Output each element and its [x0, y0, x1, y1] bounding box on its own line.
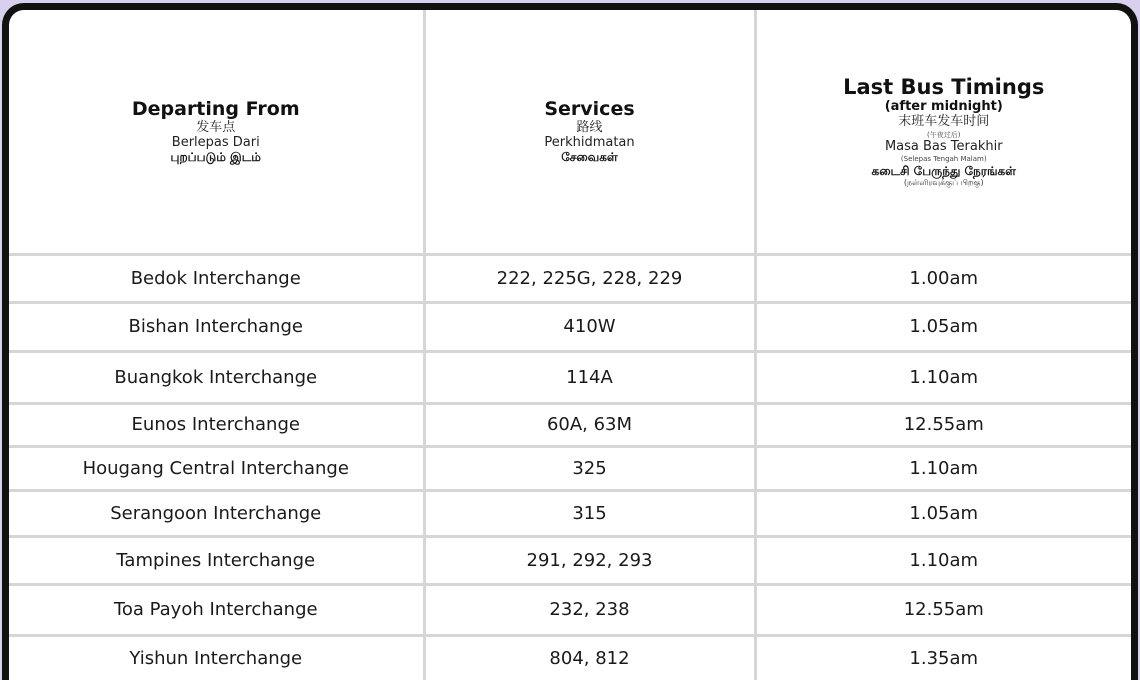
header-row	[9, 10, 1131, 254]
cell-last-bus-time: 1.05am	[755, 490, 1131, 536]
timings-zh-sub: (午夜过后)	[927, 130, 961, 139]
cell-services: 325	[424, 446, 755, 490]
departing-zh: 发车点	[196, 120, 236, 136]
table-row	[9, 490, 1131, 536]
cell-last-bus-time: 12.55am	[755, 403, 1131, 446]
services-ms: Perkhidmatan	[544, 135, 635, 151]
services-ta: சேவைகள்	[561, 150, 618, 165]
cell-last-bus-time: 12.55am	[755, 584, 1131, 635]
table-row	[9, 584, 1131, 635]
cell-departing-from: Toa Payoh Interchange	[9, 584, 424, 635]
departing-en: Departing From	[131, 98, 300, 121]
header-departing-from	[9, 10, 424, 254]
cell-services: 114A	[424, 351, 755, 403]
cell-departing-from: Bedok Interchange	[9, 254, 424, 302]
services-zh: 路线	[576, 120, 603, 136]
timings-ta-sub: (நள்ளிரவுக்குப் பிறகு)	[903, 177, 984, 187]
cell-services: 232, 238	[424, 584, 755, 635]
table-row	[9, 536, 1131, 584]
header-last-bus-timings	[755, 10, 1131, 254]
table-row	[9, 302, 1131, 351]
table-row	[9, 446, 1131, 490]
cell-last-bus-time: 1.10am	[755, 351, 1131, 403]
timings-en: Last Bus Timings	[843, 74, 1045, 99]
timings-ta: கடைசி பேருந்து நேரங்கள்	[871, 163, 1016, 178]
last-bus-table	[9, 10, 1131, 680]
table-row	[9, 351, 1131, 403]
cell-departing-from: Serangoon Interchange	[9, 490, 424, 536]
table-row	[9, 403, 1131, 446]
timings-ms-sub: (Selepas Tengah Malam)	[900, 154, 987, 163]
cell-services: 804, 812	[424, 635, 755, 680]
departing-ta: புறப்படும் இடம்	[170, 150, 261, 165]
cell-last-bus-time: 1.05am	[755, 302, 1131, 351]
cell-last-bus-time: 1.00am	[755, 254, 1131, 302]
table-row	[9, 254, 1131, 302]
cell-last-bus-time: 1.35am	[755, 635, 1131, 680]
cell-departing-from: Yishun Interchange	[9, 635, 424, 680]
cell-services: 315	[424, 490, 755, 536]
cell-services: 60A, 63M	[424, 403, 755, 446]
cell-services: 410W	[424, 302, 755, 351]
timings-zh: 末班车发车时间	[898, 113, 990, 129]
timings-ms: Masa Bas Terakhir	[884, 138, 1003, 154]
header-services	[424, 10, 755, 254]
cell-last-bus-time: 1.10am	[755, 446, 1131, 490]
cell-departing-from: Bishan Interchange	[9, 302, 424, 351]
cell-departing-from: Buangkok Interchange	[9, 351, 424, 403]
cell-departing-from: Tampines Interchange	[9, 536, 424, 584]
cell-services: 222, 225G, 228, 229	[424, 254, 755, 302]
services-en: Services	[544, 98, 635, 121]
timings-en-sub: (after midnight)	[884, 98, 1003, 114]
cell-departing-from: Hougang Central Interchange	[9, 446, 424, 490]
departing-ms: Berlepas Dari	[171, 135, 260, 151]
timetable-frame	[2, 3, 1138, 680]
cell-last-bus-time: 1.10am	[755, 536, 1131, 584]
table-row	[9, 635, 1131, 680]
cell-services: 291, 292, 293	[424, 536, 755, 584]
cell-departing-from: Eunos Interchange	[9, 403, 424, 446]
